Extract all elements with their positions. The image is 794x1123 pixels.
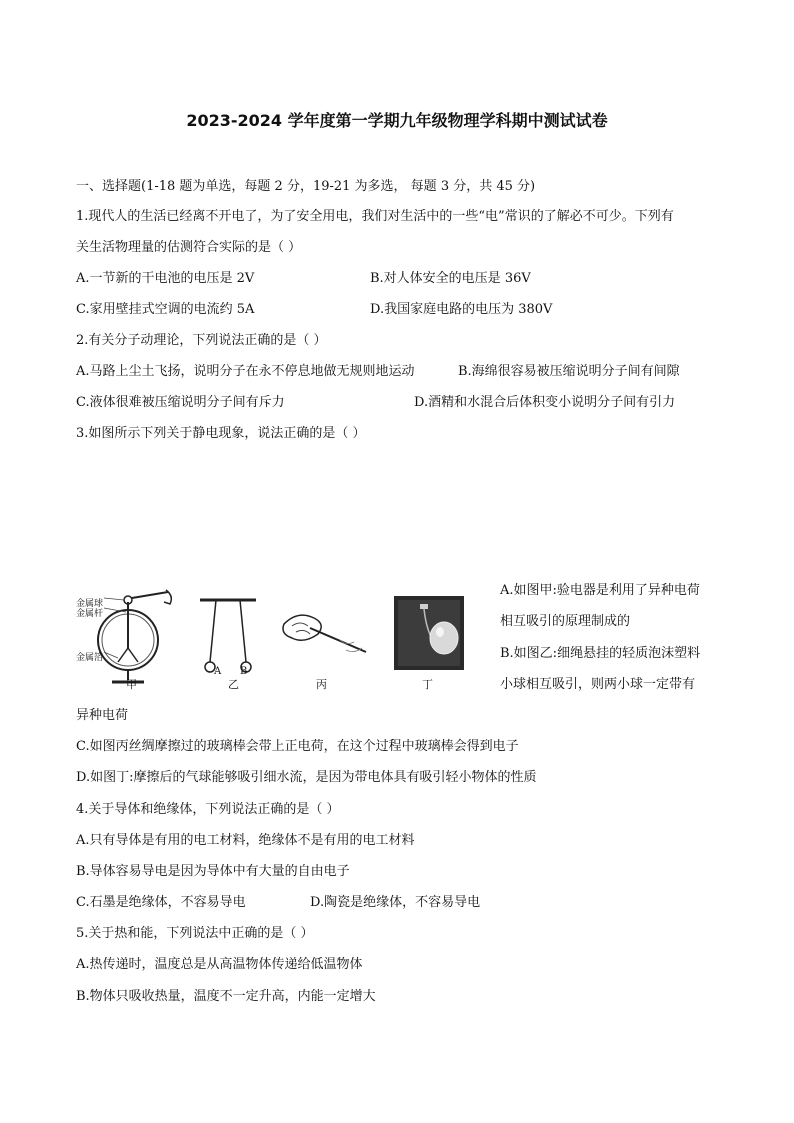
silk-rod-illustration: [280, 602, 368, 666]
q3-figure: [76, 588, 476, 694]
caption-yi: 乙: [228, 678, 239, 691]
q1-option-b: B.对人体安全的电压是 36V: [370, 271, 531, 286]
q2-stem: 2.有关分子动理论，下列说法正确的是（ ）: [76, 333, 327, 348]
q2-option-c: C.液体很难被压缩说明分子间有斥力: [76, 395, 285, 410]
q2-option-a: A.马路上尘土飞扬，说明分子在永不停息地做无规则地运动: [76, 364, 415, 379]
q3-option-b-line2: 小球相互吸引，则两小球一定带有: [500, 677, 696, 692]
q3-option-d: D.如图丁:摩擦后的气球能够吸引细水流，是因为带电体具有吸引轻小物体的性质: [76, 770, 537, 785]
q1-stem-line2: 关生活物理量的估测符合实际的是（ ）: [76, 240, 302, 255]
q2-option-d: D.酒精和水混合后体积变小说明分子间有引力: [414, 395, 676, 410]
q3-option-a-line1: A.如图甲:验电器是利用了异种电荷: [500, 583, 700, 598]
q1-option-a: A.一节新的干电池的电压是 2V: [76, 271, 255, 286]
q1-stem-line1: 1.现代人的生活已经离不开电了，为了安全用电，我们对生活中的一些“电”常识的了解必不可少。下列有: [76, 209, 674, 224]
caption-bing: 丙: [316, 678, 327, 691]
label-ball-b: B: [240, 666, 248, 677]
q4-option-a: A.只有导体是有用的电工材料，绝缘体不是有用的电工材料: [76, 833, 415, 848]
label-metal-foil: 金属箔: [76, 653, 104, 663]
q1-option-c: C.家用壁挂式空调的电流约 5A: [76, 302, 255, 317]
hanging-balls-illustration: [196, 598, 260, 678]
q3-option-c: C.如图丙丝绸摩擦过的玻璃棒会带上正电荷，在这个过程中玻璃棒会得到电子: [76, 739, 519, 754]
q5-option-a: A.热传递时，温度总是从高温物体传递给低温物体: [76, 957, 363, 972]
q3-stem: 3.如图所示下列关于静电现象，说法正确的是（ ）: [76, 426, 366, 441]
q4-stem: 4.关于导体和绝缘体，下列说法正确的是（ ）: [76, 802, 340, 817]
q1-option-d: D.我国家庭电路的电压为 380V: [370, 302, 553, 317]
balloon-water-illustration: [394, 596, 464, 670]
q3-option-b-line1: B.如图乙:细绳悬挂的轻质泡沫塑料: [500, 646, 701, 661]
caption-jia: 甲: [126, 678, 137, 691]
label-metal-ball: 金属球: [76, 599, 104, 609]
caption-ding: 丁: [422, 678, 433, 691]
q4-option-b: B.导体容易导电是因为导体中有大量的自由电子: [76, 864, 350, 879]
q3-option-a-line2: 相互吸引的原理制成的: [500, 614, 631, 629]
q4-option-d: D.陶瓷是绝缘体，不容易导电: [310, 895, 481, 910]
q2-option-b: B.海绵很容易被压缩说明分子间有间隙: [458, 364, 680, 379]
q5-stem: 5.关于热和能，下列说法中正确的是（ ）: [76, 926, 314, 941]
q5-option-b: B.物体只吸收热量，温度不一定升高，内能一定增大: [76, 989, 376, 1004]
label-metal-rod: 金属杆: [76, 609, 104, 619]
exam-title: 2023-2024 学年度第一学期九年级物理学科期中测试试卷: [186, 111, 608, 130]
label-ball-a: A: [214, 666, 222, 677]
section-heading: 一、选择题(1-18 题为单选，每题 2 分，19-21 为多选， 每题 3 分，共 45 分): [76, 179, 536, 194]
q3-option-b-line3: 异种电荷: [76, 708, 129, 723]
q4-option-c: C.石墨是绝缘体，不容易导电: [76, 895, 246, 910]
